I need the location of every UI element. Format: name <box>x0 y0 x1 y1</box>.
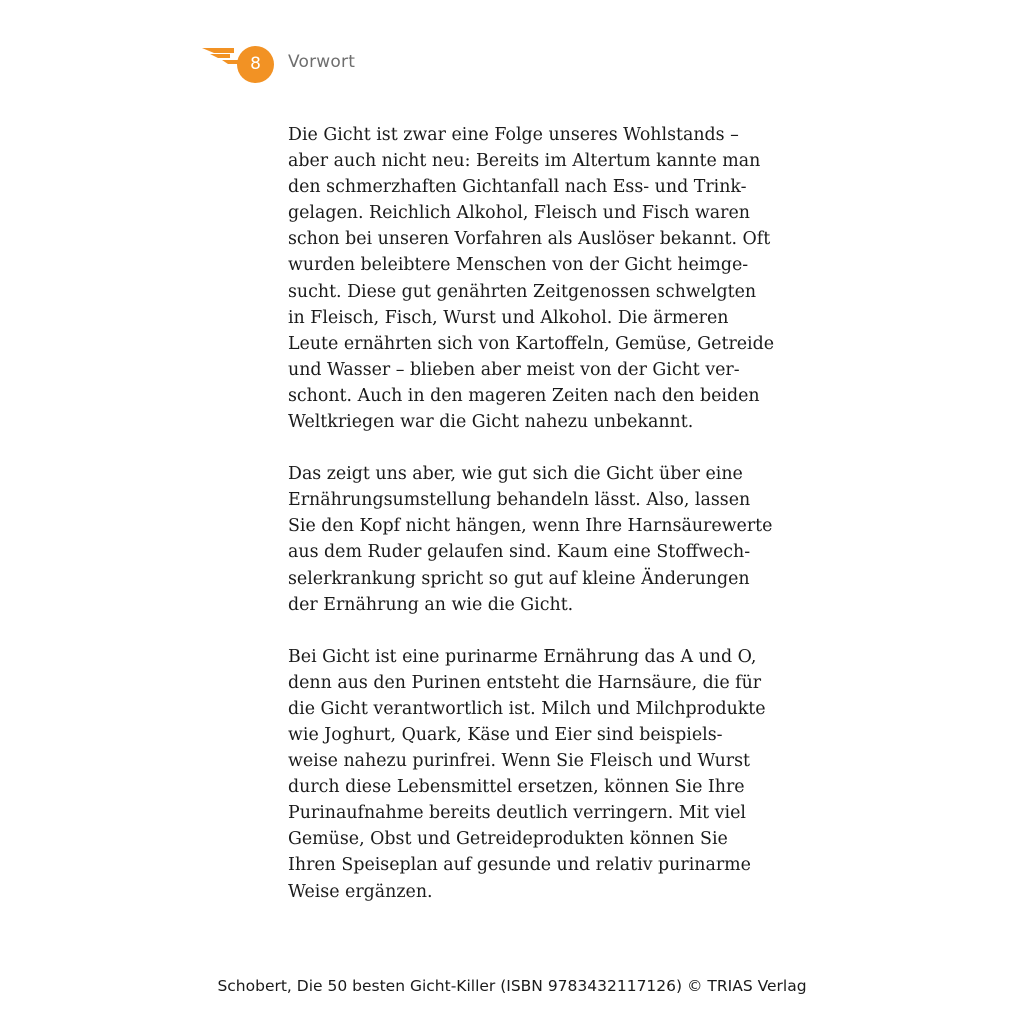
text-line: schon bei unseren Vorfahren als Auslöser bekannt. Oft <box>288 229 771 250</box>
page-number: 8 <box>250 54 261 74</box>
body-text <box>288 122 778 931</box>
section-title: Vorwort <box>288 52 356 72</box>
text-line: denn aus den Purinen entsteht die Harnsäure, die für <box>288 672 762 693</box>
text-line: in Fleisch, Fisch, Wurst und Alkohol. Die ärmeren <box>288 307 729 328</box>
text-line: Gemüse, Obst und Getreideprodukten können Sie <box>288 829 728 850</box>
text-line: Bei Gicht ist eine purinarme Ernährung das A und O, <box>288 646 757 667</box>
page-number-badge <box>237 46 274 83</box>
text-line: Das zeigt uns aber, wie gut sich die Gicht über eine <box>288 464 743 485</box>
text-line: Weise ergänzen. <box>288 881 433 902</box>
page-header <box>200 42 600 86</box>
text-line: Weltkriegen war die Gicht nahezu unbekannt. <box>288 412 694 433</box>
text-line: Ihren Speiseplan auf gesunde und relativ purinarme <box>288 855 751 876</box>
text-line: gelagen. Reichlich Alkohol, Fleisch und Fisch waren <box>288 203 750 224</box>
text-line: weise nahezu purinfrei. Wenn Sie Fleisch und Wurst <box>288 751 751 772</box>
text-line: wurden beleibtere Menschen von der Gicht heimge- <box>288 255 749 276</box>
text-line: der Ernährung an wie die Gicht. <box>288 594 574 615</box>
text-line: Die Gicht ist zwar eine Folge unseres Wohlstands – <box>288 125 739 145</box>
text-line: schont. Auch in den mageren Zeiten nach den beiden <box>288 385 760 406</box>
text-line: sucht. Diese gut genährten Zeitgenossen schwelgten <box>288 281 757 302</box>
text-line: aber auch nicht neu: Bereits im Altertum kannte man <box>288 151 761 172</box>
text-line: Sie den Kopf nicht hängen, wenn Ihre Harnsäurewerte <box>288 516 773 537</box>
text-line: aus dem Ruder gelaufen sind. Kaum eine Stoffwech- <box>288 542 751 563</box>
text-line: Leute ernährten sich von Kartoffeln, Gemüse, Getreide <box>288 333 775 354</box>
text-line: und Wasser – blieben aber meist von der Gicht ver- <box>288 359 740 380</box>
text-line: Purinaufnahme bereits deutlich verringern. Mit viel <box>288 803 746 824</box>
footer-citation: Schobert, Die 50 besten Gicht-Killer (ISBN 9783432117126) © TRIAS Verlag <box>217 977 807 995</box>
text-line: durch diese Lebensmittel ersetzen, können Sie Ihre <box>288 777 745 798</box>
text-line: den schmerzhaften Gichtanfall nach Ess- und Trink- <box>288 177 747 198</box>
paragraph-2 <box>288 461 778 618</box>
paragraph-1 <box>288 122 778 435</box>
paragraph-3 <box>288 644 778 905</box>
text-line: wie Joghurt, Quark, Käse und Eier sind beispiels- <box>288 724 723 745</box>
text-line: selerkrankung spricht so gut auf kleine Änderungen <box>288 568 750 589</box>
text-line: Ernährungsumstellung behandeln lässt. Also, lassen <box>288 490 751 511</box>
text-line: die Gicht verantwortlich ist. Milch und Milchprodukte <box>288 698 766 719</box>
